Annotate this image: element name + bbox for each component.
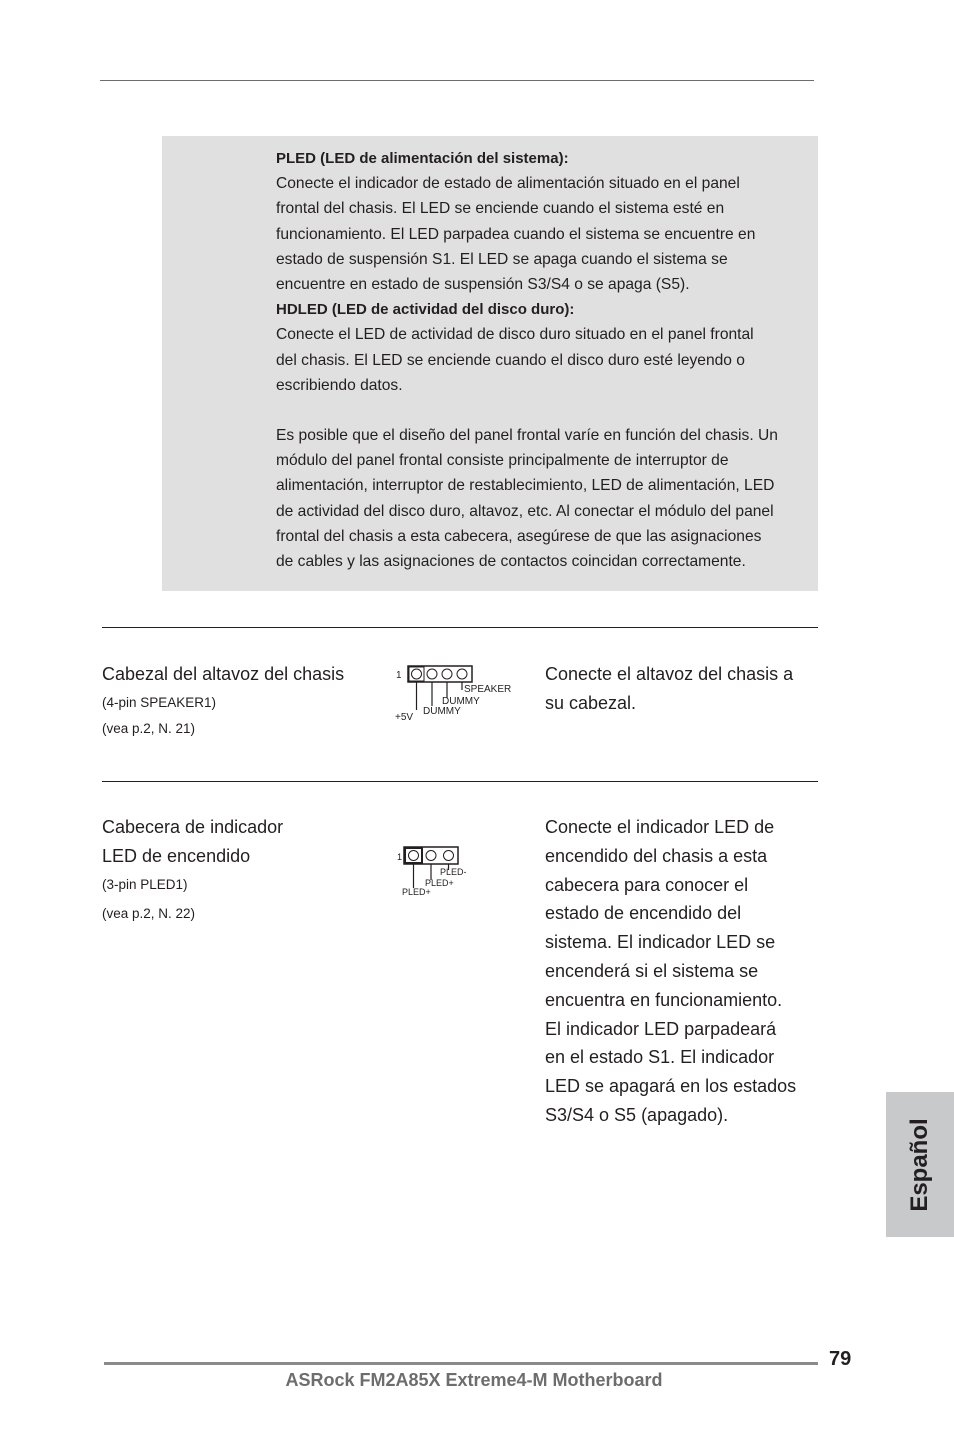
footer-divider <box>104 1362 818 1365</box>
pled-description-line: en el estado S1. El indicador <box>545 1047 775 1068</box>
speaker-description-line: Conecte el altavoz del chasis a <box>545 664 794 684</box>
speaker-header-outline <box>408 666 472 682</box>
pled-description-line: sistema. El indicador LED se <box>545 932 776 953</box>
pled-title-line: Cabecera de indicador <box>102 817 284 837</box>
pled-plus-label: PLED+ <box>402 887 431 897</box>
speaker-description <box>545 660 825 718</box>
pled-description-line: encuentra en funcionamiento. <box>545 989 783 1010</box>
pled-line: encuentre en estado de suspensión S3/S4 o se apaga (S5). <box>276 276 690 294</box>
dummy-pin-label: DUMMY <box>423 706 461 717</box>
language-tab <box>886 1092 954 1237</box>
general-line: Es posible que el diseño del panel frontal varíe en función del chasis. Un <box>276 427 778 444</box>
pin-circle <box>409 851 419 861</box>
plus5v-pin-label: +5V <box>395 712 414 722</box>
hdled-line: escribiendo datos. <box>276 376 403 394</box>
led-note-block <box>276 146 822 398</box>
footer-title: ASRock FM2A85X Extreme4-M Motherboard <box>285 1370 663 1390</box>
section-divider <box>102 781 818 782</box>
hdled-line: del chasis. El LED se enciende cuando el disco duro esté leyendo o <box>276 351 745 369</box>
pin-circle <box>427 669 437 679</box>
pled-pin-info: (3-pin PLED1) <box>102 877 188 892</box>
pled-plus-label: PLED+ <box>425 878 454 888</box>
general-line: módulo del panel frontal consiste principalmente de interruptor de <box>276 452 729 470</box>
general-line: frontal del chasis a esta cabecera, asegúrese de que las asignaciones <box>276 527 762 545</box>
pin-circle <box>426 851 436 861</box>
dummy-pin-label: DUMMY <box>442 696 480 707</box>
pled-line: funcionamiento. El LED parpadea cuando el sistema se encuentre en <box>276 225 756 243</box>
pled-description-line: encendido del chasis a esta <box>545 845 768 866</box>
section-divider <box>102 627 818 628</box>
language-tab-label: Español <box>906 1117 933 1212</box>
pled-description-line: cabecera para conocer el <box>545 874 749 895</box>
pled-line: estado de suspensión S1. El LED se apaga cuando el sistema se <box>276 250 728 268</box>
pled-title-line: LED de encendido <box>102 846 251 866</box>
pled-description-line: estado de encendido del <box>545 903 742 924</box>
speaker-pin-label: SPEAKER <box>464 684 512 695</box>
pled-minus-label: PLED- <box>440 867 467 877</box>
pin-circle <box>412 669 422 679</box>
hdled-line: Conecte el LED de actividad de disco duro situado en el panel frontal <box>276 326 754 344</box>
pled-line: frontal del chasis. El LED se enciende cuando el sistema esté en <box>276 200 725 218</box>
speaker-pin-info: (4-pin SPEAKER1) <box>102 695 217 710</box>
pled-description <box>545 813 825 1130</box>
pin-1-label: 1 <box>396 670 402 681</box>
general-line: de cables y las asignaciones de contactos coincidan correctamente. <box>276 553 746 571</box>
pled-description-line: encenderá si el sistema se <box>545 960 759 981</box>
pin-circle <box>444 851 454 861</box>
general-line: de actividad del disco duro, altavoz, etc. Al conectar el módulo del panel <box>276 502 774 520</box>
page-number: 79 <box>829 1348 852 1370</box>
pled-line: Conecte el indicador de estado de alimentación situado en el panel <box>276 175 740 193</box>
pin-1-label: 1 <box>397 852 403 862</box>
speaker-ref: (vea p.2, N. 21) <box>102 721 196 736</box>
pled-header-outline <box>404 847 458 864</box>
pled-description-line: LED se apagará en los estados <box>545 1076 797 1097</box>
speaker-description-line: su cabezal. <box>545 692 637 713</box>
pled-header-diagram <box>396 842 476 900</box>
panel-note-block <box>276 423 822 574</box>
speaker-header-diagram <box>392 660 522 722</box>
pled-description-line: S3/S4 o S5 (apagado). <box>545 1104 729 1125</box>
speaker-title: Cabezal del altavoz del chasis <box>102 664 345 684</box>
hdled-heading: HDLED (LED de actividad del disco duro): <box>276 301 575 319</box>
pin-circle <box>457 669 467 679</box>
pled-ref: (vea p.2, N. 22) <box>102 906 196 921</box>
pled-heading: PLED (LED de alimentación del sistema): <box>276 150 569 167</box>
top-divider <box>100 80 814 81</box>
pled-description-line: Conecte el indicador LED de <box>545 817 775 837</box>
pin-circle <box>442 669 452 679</box>
general-line: alimentación, interruptor de restablecimiento, LED de alimentación, LED <box>276 477 775 495</box>
pled-description-line: El indicador LED parpadeará <box>545 1018 777 1039</box>
